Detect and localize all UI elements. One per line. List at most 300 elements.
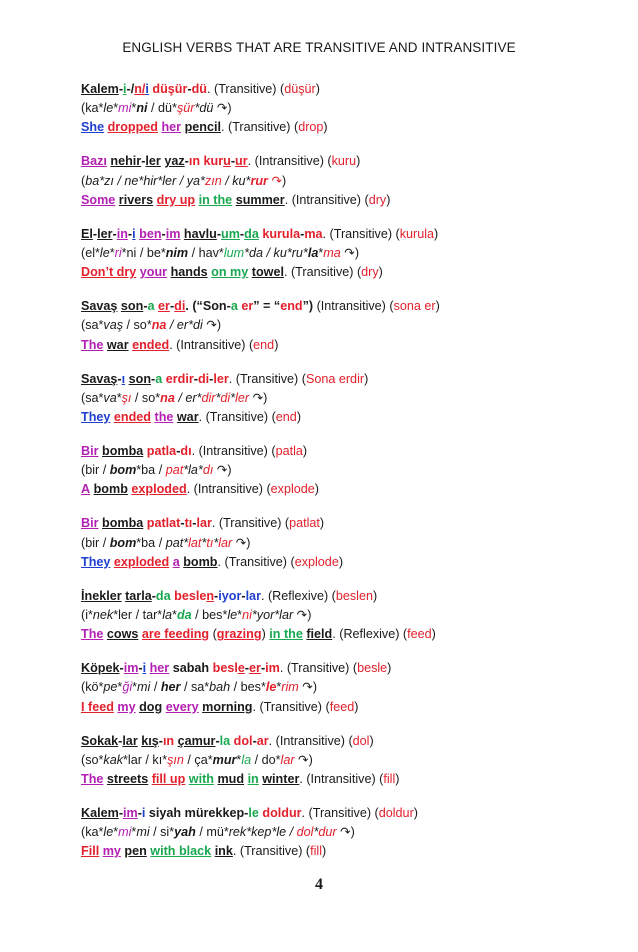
english-sentence-line — [81, 842, 621, 861]
stress-arrow-icon: ↷ — [298, 752, 309, 767]
turkish-sentence-line — [81, 297, 621, 316]
text-segment: va — [103, 390, 117, 405]
text-segment: / er* — [166, 318, 194, 333]
text-segment: hands — [170, 265, 208, 280]
text-segment: Savaş — [81, 371, 118, 386]
text-segment: a — [230, 299, 238, 314]
text-segment: - — [92, 226, 98, 241]
text-segment: dry — [368, 192, 387, 207]
text-segment: le — [103, 825, 114, 840]
text-segment: im — [123, 806, 138, 821]
pronunciation-line — [81, 606, 621, 625]
text-segment: i — [132, 226, 136, 241]
text-segment: - — [119, 661, 124, 676]
stress-arrow-icon: ↷ — [252, 390, 264, 405]
text-segment: / ça* — [183, 752, 213, 767]
text-segment: grazing — [216, 627, 262, 642]
stress-arrow-icon: ↷ — [271, 173, 283, 188]
text-segment: - — [214, 588, 219, 603]
text-segment: Savaş — [81, 299, 118, 314]
text-segment: - — [209, 371, 214, 386]
turkish-sentence-line — [81, 370, 621, 389]
text-segment: *da / ku*ru* — [244, 246, 308, 261]
turkish-sentence-line — [81, 80, 621, 99]
text-segment: şı — [121, 390, 132, 405]
text-segment: exploded — [131, 482, 187, 497]
text-segment: ) — [434, 226, 439, 241]
text-segment: besl — [212, 661, 238, 676]
english-sentence-line — [81, 770, 621, 789]
text-segment: lar — [245, 588, 261, 603]
text-segment: (ka* — [81, 101, 104, 116]
text-segment: ) — [296, 410, 302, 425]
text-segment: - — [215, 733, 220, 748]
text-segment: / er* — [174, 390, 202, 405]
text-segment: dol — [296, 825, 314, 840]
text-segment: ben — [139, 226, 162, 241]
text-segment: le — [103, 101, 114, 116]
text-segment: er — [158, 299, 170, 314]
text-segment: ) — [386, 192, 391, 207]
text-segment: besle — [174, 588, 207, 603]
text-segment: yah — [174, 825, 196, 840]
text-segment: * — [132, 680, 138, 695]
text-segment: na — [151, 318, 167, 333]
text-segment: -/ — [126, 82, 135, 96]
text-segment: pencil — [184, 120, 221, 135]
text-segment: rek — [228, 825, 247, 840]
text-segment: di — [197, 371, 210, 386]
text-segment: - — [244, 806, 249, 821]
text-segment: *ba / — [136, 463, 166, 478]
pronunciation-line — [81, 172, 621, 191]
stress-arrow-icon: ↷ — [344, 246, 355, 261]
text-segment: her — [161, 120, 182, 135]
text-segment: kurula — [262, 226, 301, 241]
text-segment: ) — [263, 390, 268, 405]
text-segment: dü — [191, 82, 207, 96]
text-segment: . (Intransitive) ( — [191, 444, 276, 459]
text-segment: - — [230, 154, 236, 169]
text-segment: ”) — [302, 299, 314, 314]
text-segment: a — [172, 554, 180, 569]
text-segment: la — [219, 733, 231, 748]
text-segment: - — [244, 661, 250, 676]
text-segment: the — [154, 410, 174, 425]
text-segment: yaz — [164, 154, 185, 169]
text-segment: winter — [262, 772, 300, 787]
text-segment: Sona erdir — [305, 371, 365, 386]
text-segment: düşür — [284, 82, 316, 96]
turkish-sentence-line — [81, 152, 621, 171]
text-segment: ma — [304, 226, 323, 241]
text-segment: *ler / tar* — [113, 608, 163, 623]
text-segment: kak — [103, 752, 124, 767]
text-segment: . (Transitive) ( — [207, 82, 285, 96]
text-segment: / — [150, 680, 161, 695]
pronunciation-line — [81, 534, 621, 553]
stress-arrow-icon: ↷ — [216, 101, 228, 116]
text-segment: *zı / ne* — [99, 173, 144, 188]
text-segment: - — [127, 226, 133, 241]
text-segment: Bazı — [81, 154, 107, 169]
text-segment: - — [141, 154, 146, 169]
text-segment: ) — [319, 516, 325, 531]
text-segment: with black — [150, 844, 212, 859]
text-segment: ended — [132, 337, 170, 352]
text-segment: war — [176, 410, 199, 425]
verb-entry — [81, 732, 621, 790]
text-segment: fill — [383, 772, 396, 787]
text-segment: - — [216, 226, 222, 241]
text-segment: rim — [281, 680, 299, 695]
text-segment: ) — [307, 608, 312, 623]
turkish-sentence-line — [81, 587, 621, 606]
text-segment: siyah — [148, 806, 182, 821]
text-segment: ) — [356, 154, 361, 169]
text-segment: ar — [256, 733, 269, 748]
text-segment: dol — [352, 733, 370, 748]
text-segment: im — [165, 226, 181, 241]
text-segment: patlat — [289, 516, 320, 531]
text-segment: * — [113, 825, 119, 840]
text-segment: ba — [85, 173, 100, 188]
text-segment: in — [116, 226, 128, 241]
text-segment: ) — [354, 246, 360, 261]
text-segment: towel — [251, 265, 284, 280]
text-segment: . (Transitive) ( — [252, 699, 330, 714]
text-segment: di — [220, 390, 231, 405]
text-segment: * — [117, 680, 123, 695]
text-segment: ended — [113, 410, 151, 425]
text-segment: * — [116, 390, 122, 405]
pronunciation-line — [81, 99, 621, 118]
text-segment: * — [109, 246, 115, 261]
text-segment: patla — [146, 444, 177, 459]
turkish-sentence-line — [81, 514, 621, 533]
text-segment: cows — [106, 627, 139, 642]
text-segment: mur — [212, 752, 237, 767]
text-segment: er — [249, 661, 261, 676]
text-segment: * — [237, 608, 243, 623]
text-segment: le — [227, 608, 238, 623]
text-segment: na — [160, 390, 175, 405]
text-segment: kurula — [399, 226, 435, 241]
stress-arrow-icon: ↷ — [302, 680, 313, 695]
text-segment: *ler / ya* — [157, 173, 205, 188]
text-segment: feed — [329, 699, 355, 714]
text-segment: end — [275, 410, 297, 425]
text-segment: - — [180, 516, 185, 531]
text-segment: ler — [145, 154, 161, 169]
text-segment: - — [239, 226, 245, 241]
text-segment: . (Reflexive) ( — [332, 627, 408, 642]
text-segment: (i* — [81, 608, 93, 623]
text-segment: rivers — [118, 192, 154, 207]
text-segment: ) — [338, 554, 344, 569]
verb-entry — [81, 587, 621, 645]
verb-entry-list — [81, 80, 621, 876]
english-sentence-line — [81, 336, 621, 355]
text-segment: şın — [167, 752, 184, 767]
text-segment: nek — [92, 608, 114, 623]
text-segment: doldur — [378, 806, 414, 821]
text-segment: ) — [364, 371, 369, 386]
text-segment: field — [306, 627, 333, 642]
text-segment: They — [81, 554, 111, 569]
text-segment: bomb — [93, 482, 128, 497]
english-sentence-line — [81, 698, 621, 717]
text-segment: end — [280, 299, 303, 314]
text-segment: dol — [233, 733, 253, 748]
text-segment: * — [236, 752, 242, 767]
text-segment: ) — [372, 588, 378, 603]
text-segment: bomba — [102, 444, 144, 459]
text-segment: ) — [227, 463, 232, 478]
text-segment: explode — [294, 554, 339, 569]
text-segment: pat — [165, 463, 184, 478]
text-segment: *lar / kı* — [123, 752, 168, 767]
text-segment: She — [81, 120, 105, 135]
pronunciation-line — [81, 461, 621, 480]
text-segment: doldur — [262, 806, 302, 821]
text-segment: havlu — [183, 226, 217, 241]
text-segment: * — [230, 390, 236, 405]
text-segment: ) — [369, 733, 374, 748]
text-segment: e — [237, 661, 245, 676]
text-segment: my — [102, 844, 121, 859]
english-sentence-line — [81, 625, 621, 644]
text-segment: ) — [322, 844, 327, 859]
verb-entry — [81, 514, 621, 572]
text-segment: kuru — [331, 154, 357, 169]
stress-arrow-icon: ↷ — [296, 608, 308, 623]
text-segment: lar — [280, 752, 295, 767]
text-segment: sabah — [172, 661, 210, 676]
text-segment: *yor* — [251, 608, 280, 623]
english-sentence-line — [81, 553, 621, 572]
text-segment: end — [253, 337, 275, 352]
text-segment: . (Transitive) ( — [228, 371, 306, 386]
text-segment: vaş — [103, 318, 124, 333]
text-segment: . (“Son- — [185, 299, 231, 314]
text-segment: İnekler — [81, 588, 122, 603]
text-segment: The — [81, 337, 104, 352]
text-segment: (kö* — [81, 680, 104, 695]
pronunciation-line — [81, 823, 621, 842]
text-segment: dropped — [107, 120, 158, 135]
text-segment: - — [241, 588, 246, 603]
text-segment: (Intransitive) ( — [313, 299, 394, 314]
text-segment: ) — [312, 680, 318, 695]
text-segment: mi — [118, 101, 132, 116]
text-segment: *dü — [194, 101, 217, 116]
text-segment: ) — [246, 535, 251, 550]
text-segment: ni — [136, 101, 148, 116]
text-segment: pe — [103, 680, 118, 695]
turkish-sentence-line — [81, 442, 621, 461]
text-segment: iyor — [218, 588, 242, 603]
text-segment: . (Intransitive) ( — [186, 482, 271, 497]
text-segment: / do* — [251, 752, 281, 767]
text-segment: lat — [188, 535, 202, 550]
text-segment: kış — [141, 733, 159, 748]
text-segment: ler — [97, 226, 113, 241]
text-segment: dir — [201, 390, 216, 405]
text-segment: her — [149, 661, 170, 676]
text-segment: i — [145, 82, 149, 96]
text-segment: ) — [354, 699, 359, 714]
text-segment: my — [117, 699, 136, 714]
text-segment: Kalem — [81, 82, 119, 96]
text-segment: (so* — [81, 752, 104, 767]
text-segment: ) — [308, 752, 313, 767]
pronunciation-line — [81, 316, 621, 335]
text-segment: dı — [202, 463, 214, 478]
text-segment: tarla — [125, 588, 152, 603]
verb-entry — [81, 225, 621, 283]
text-segment: da — [176, 608, 192, 623]
text-segment: / so* — [131, 390, 161, 405]
text-segment: son — [128, 371, 152, 386]
text-segment: *kep*le / — [246, 825, 297, 840]
text-segment: patla — [275, 444, 303, 459]
text-segment: her — [160, 680, 181, 695]
text-segment: A — [81, 482, 91, 497]
text-segment: . (Transitive) ( — [211, 516, 290, 531]
text-segment: ) — [261, 627, 270, 642]
text-segment: ) — [302, 444, 308, 459]
text-segment: - — [169, 299, 175, 314]
text-segment: (ka* — [81, 825, 104, 840]
text-segment: - — [193, 371, 198, 386]
text-segment: drop — [298, 120, 324, 135]
text-segment: di — [174, 299, 186, 314]
text-segment: . (Transitive) ( — [217, 554, 295, 569]
text-segment: Some — [81, 192, 116, 207]
text-segment: ler — [213, 371, 229, 386]
text-segment: u — [223, 154, 231, 169]
text-segment: ın — [188, 154, 201, 169]
text-segment: . (Intransitive) ( — [247, 154, 332, 169]
verb-entry — [81, 804, 621, 862]
text-segment: la — [307, 246, 319, 261]
text-segment: da — [155, 588, 171, 603]
text-segment: dur — [318, 825, 337, 840]
text-segment: ) — [413, 806, 418, 821]
text-segment: a — [147, 299, 155, 314]
text-segment: Fill — [81, 844, 100, 859]
text-segment: nehir — [110, 154, 142, 169]
text-segment: . (Transitive) ( — [221, 120, 299, 135]
pronunciation-line — [81, 389, 621, 408]
text-segment: in the — [198, 192, 233, 207]
turkish-sentence-line — [81, 225, 621, 244]
text-segment: - — [137, 806, 142, 821]
text-segment: (sa* — [81, 318, 104, 333]
text-segment: in — [247, 772, 259, 787]
text-segment: ) — [274, 337, 279, 352]
text-segment: nim — [165, 246, 189, 261]
text-segment: *la* — [183, 463, 203, 478]
text-segment: I feed — [81, 699, 114, 714]
text-segment: düşür — [152, 82, 188, 96]
text-segment: tı — [206, 535, 214, 550]
text-segment: dı — [180, 444, 192, 459]
text-segment: with — [188, 772, 214, 787]
text-segment: - — [161, 226, 166, 241]
text-segment: . (Transitive) ( — [301, 806, 379, 821]
verb-entry — [81, 370, 621, 428]
verb-entry — [81, 442, 621, 500]
text-segment: / hav* — [188, 246, 224, 261]
text-segment: da — [244, 226, 259, 241]
text-segment: * — [201, 535, 207, 550]
english-sentence-line — [81, 480, 621, 499]
text-segment: / si* — [149, 825, 175, 840]
text-segment: Köpek — [81, 661, 120, 676]
text-segment: (bir / — [81, 463, 110, 478]
text-segment: bomb — [183, 554, 218, 569]
text-segment: ( — [209, 627, 217, 642]
text-segment: bah — [209, 680, 231, 695]
text-segment: war — [106, 337, 129, 352]
text-segment: ni — [242, 608, 252, 623]
text-segment: pen — [124, 844, 147, 859]
text-segment: kur — [203, 154, 224, 169]
text-segment: summer — [235, 192, 285, 207]
text-segment: im — [265, 661, 280, 676]
text-segment: mud — [217, 772, 245, 787]
text-segment: - — [143, 299, 148, 314]
text-segment: i — [141, 806, 146, 821]
text-segment: fill — [310, 844, 322, 859]
text-segment: *ni / be* — [121, 246, 166, 261]
text-segment: i — [142, 661, 147, 676]
text-segment: Bir — [81, 516, 99, 531]
text-segment: ) — [323, 120, 328, 135]
text-segment: i — [123, 82, 127, 96]
turkish-sentence-line — [81, 732, 621, 751]
text-segment: . (Transitive) ( — [283, 265, 362, 280]
text-segment: / bes* — [230, 680, 266, 695]
text-segment: are feeding — [141, 627, 210, 642]
text-segment: pat — [165, 535, 184, 550]
text-segment: in the — [269, 627, 303, 642]
text-segment: Bir — [81, 444, 99, 459]
text-segment: * — [313, 825, 319, 840]
text-segment: ) — [435, 299, 440, 314]
text-segment: ) — [387, 661, 392, 676]
text-segment: le — [99, 246, 110, 261]
text-segment: / ku* — [221, 173, 251, 188]
text-segment: n — [206, 588, 215, 603]
text-segment: - — [187, 82, 192, 96]
text-segment: They — [81, 410, 111, 425]
text-segment: explode — [270, 482, 315, 497]
text-segment: lum — [223, 246, 245, 261]
text-segment: on my — [211, 265, 249, 280]
text-segment: fill up — [151, 772, 186, 787]
text-segment: - — [118, 733, 123, 748]
text-segment: * — [131, 825, 137, 840]
text-segment: lar — [279, 608, 294, 623]
text-segment: (el* — [81, 246, 100, 261]
stress-arrow-icon: ↷ — [216, 463, 228, 478]
english-sentence-line — [81, 408, 621, 427]
text-segment: - — [184, 154, 189, 169]
text-segment: / so* — [123, 318, 152, 333]
